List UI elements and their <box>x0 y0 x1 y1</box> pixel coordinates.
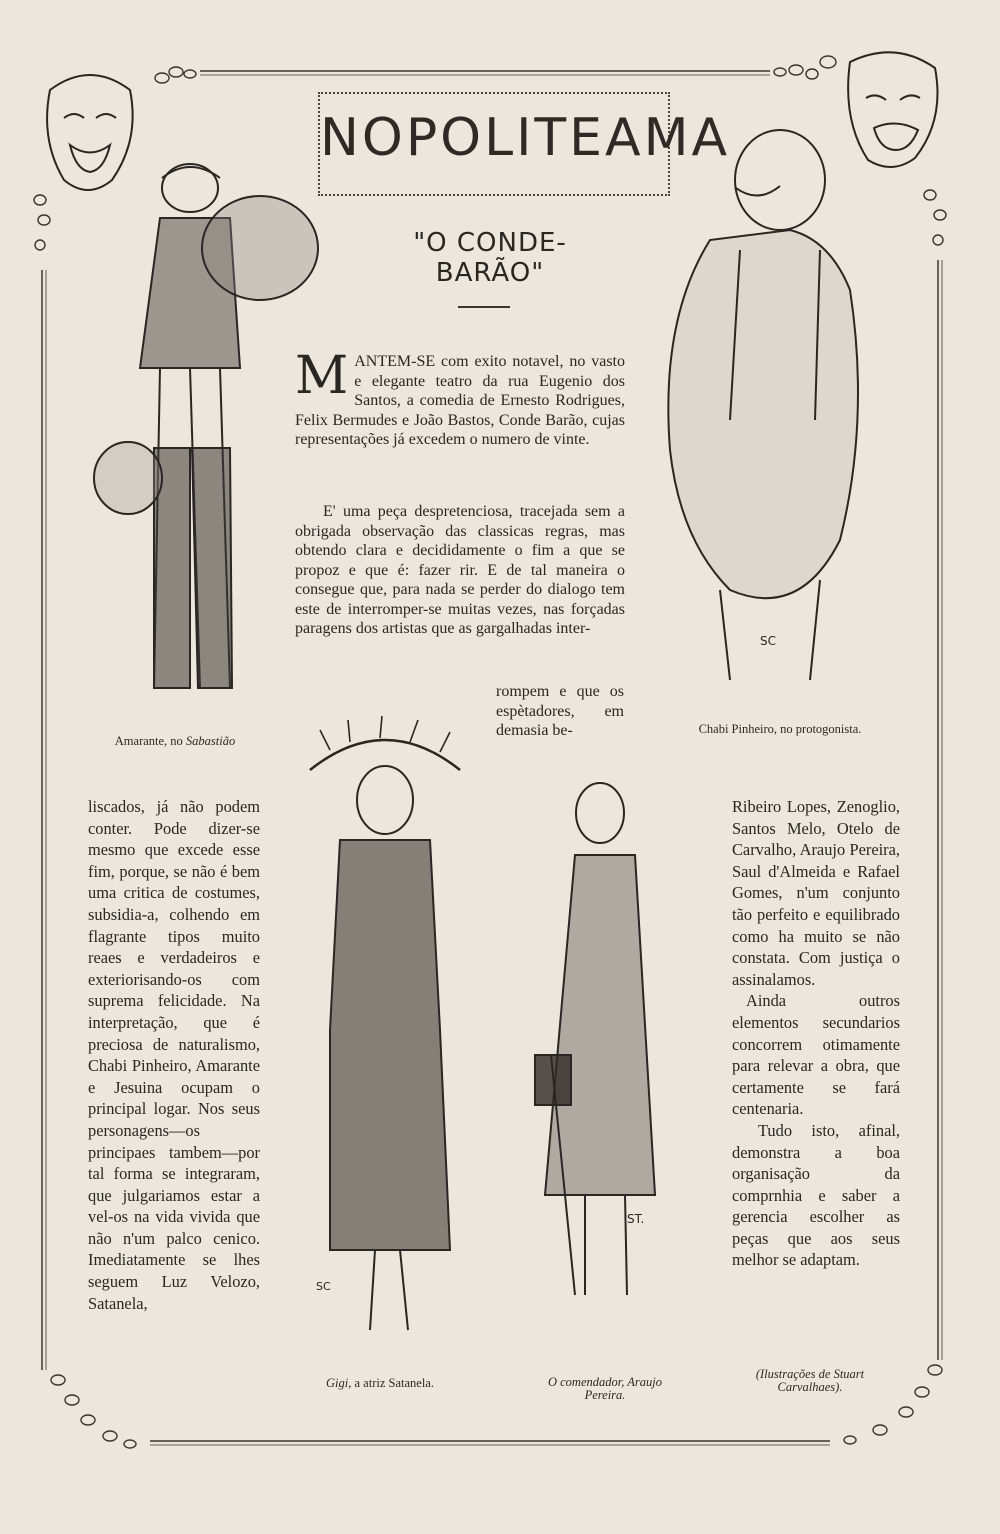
caption-amarante <box>80 735 270 748</box>
article-second-tail <box>496 682 624 741</box>
drop-cap: M <box>295 346 349 406</box>
signature-sc-chabi: SC <box>760 634 776 648</box>
illustration-gigi-satanela <box>290 730 480 1350</box>
caption-chabi: Chabi Pinheiro, no protogonista. <box>698 722 862 736</box>
right-column-text-1: Ribeiro Lopes, Zenoglio, Santos Melo, Otelo de Carvalho, Araujo Pereira, Saul d'Almeida e Rafael Gomes, n'um conjunto tão perfeito e equilibrado como ha muito se não constata. Com justiça o assinalamos. <box>732 797 900 989</box>
caption-gigi-name: Gigi <box>326 1376 349 1390</box>
title-frame <box>318 92 731 196</box>
caption-amarante-text: Amarante, no <box>114 734 186 748</box>
illustration-comendador <box>515 775 685 1335</box>
right-column-text-2: Ainda outros elementos secundarios concorrem otimamente para relevar a obra, que certamente se fará centenaria. <box>732 991 900 1119</box>
left-column-text: liscados, já não podem conter. Pode dizer-se mesmo que excede esse fim, porque, se não é bem uma critica de costumes, subsidia-a, colhendo em flagrante tipos muito reaes e verdadeiros e exteriorisando-os com suprema felicidade. Na interpretação, que é preciosa de naturalismo, Chabi Pinheiro, Amarante e Jesuina ocupam o principal logar. Nos seus personagens—os principaes tambem—por tal forma se integraram, que julgariamos estar a vel-os na vida vivida que não n'um palco cenico. Imediatamente se lhes seguem Luz Velozo, Satanela, <box>88 797 260 1313</box>
caption-gigi <box>305 1377 455 1390</box>
article-subtitle: "O CONDE-BARÃO" <box>413 228 567 288</box>
article-second <box>295 502 625 639</box>
caption-credits: (Ilustrações de Stuart Carvalhaes). <box>755 1367 865 1394</box>
caption-comendador: O comendador, Araujo Pereira. <box>547 1375 662 1402</box>
illustration-chabi-pinheiro <box>640 120 870 700</box>
article-intro <box>295 346 625 450</box>
intro-paragraph: ANTEM-SE com exito notavel, no vasto e elegante teatro da rua Eugenio dos Santos, a comedia de Ernesto Rodrigues, Felix Bermudes e João Bastos, Conde Barão, cujas representações já excedem o numero de vinte. <box>295 353 625 448</box>
second-paragraph: E' uma peça despretenciosa, tracejada sem a obrigada observação das classicas regras, mas obtendo clara e decididamente o fim a que se propoz e que é: fazer rir. E de tal maneira o consegue que, para nada se perder do dialogo tem este de interromper-se muitas vezes, nas forçadas paragens dos artistas que as gargalhadas inter- <box>295 503 625 637</box>
signature-sc-gigi: SC <box>316 1280 331 1293</box>
right-column-text-3: Tudo isto, afinal, demonstra a boa organisação da comprnhia e saber a gerencia escolher as peças que aos seus melhor se adaptam. <box>732 1120 900 1270</box>
subtitle-divider <box>458 306 510 308</box>
right-column <box>732 796 900 1271</box>
caption-amarante-role: Sabastião <box>185 734 236 748</box>
signature-st: ST. <box>627 1212 645 1226</box>
illustration-amarante <box>90 148 320 708</box>
caption-gigi-text: , a atriz Satanela. <box>348 1376 434 1390</box>
page-title: NOPOLITEAMA <box>320 108 731 168</box>
left-column <box>88 796 260 1314</box>
second-paragraph-tail: rompem e que os espètadores, em demasia be- <box>496 683 624 739</box>
